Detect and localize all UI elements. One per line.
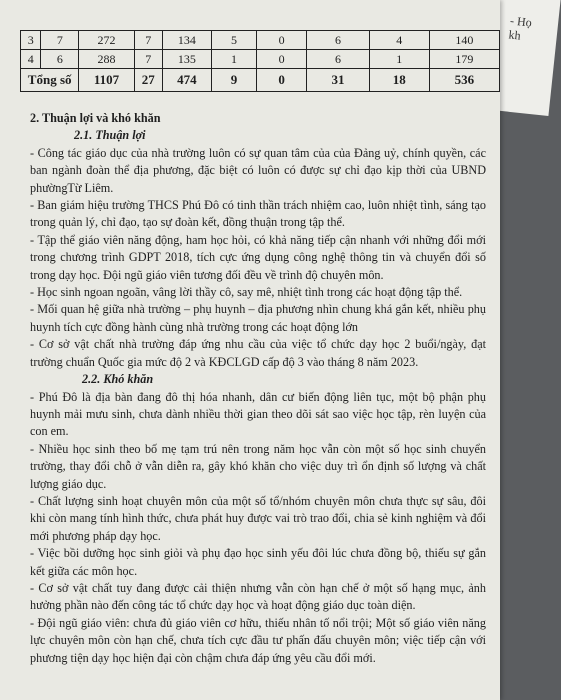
table-cell: 6 (307, 31, 369, 50)
table-cell: 134 (162, 31, 211, 50)
paragraph: - Đội ngũ giáo viên: chưa đủ giáo viên cơ hữu, thiếu nhân tố nổi trội; Một số giáo viên năng lực chuyên môn còn hạn chế, chưa tích cực đầu tư phấn đấu chuyên môn; việc tiếp cận với phương tiện dạy học hiện đại còn chậm chưa đáp ứng yêu cầu đổi mới. (30, 615, 486, 665)
table-cell: 4 (369, 31, 429, 50)
table-cell: 7 (134, 50, 162, 69)
table-cell: 0 (256, 50, 306, 69)
table-cell: 5 (212, 31, 257, 50)
table-cell: 536 (429, 69, 499, 92)
table-cell: 140 (429, 31, 499, 50)
table-row (21, 50, 500, 69)
paragraph: - Cơ sở vật chất tuy đang được cải thiện nhưng vẫn còn hạn chế ở một số hạng mục, ảnh hưởng phần nào đến công tác tổ chức dạy học và hoạt động giáo dục toàn diện. (30, 580, 486, 613)
background-sheet-text: - Họ kh (507, 13, 533, 43)
table-total-row (21, 69, 500, 92)
paragraph: - Ban giám hiệu trường THCS Phú Đô có tinh thần trách nhiệm cao, luôn nhiệt tình, sáng tạo trong quản lý, chỉ đạo, tạo sự đoàn kết, đồng thuận trong tập thể. (30, 198, 486, 230)
table-cell: 1107 (79, 69, 134, 92)
total-label: Tổng số (21, 69, 79, 92)
table-cell: 0 (256, 69, 306, 92)
section-heading: 2. Thuận lợi và khó khăn (30, 111, 161, 125)
paragraph: - Nhiều học sinh theo bố mẹ tạm trú nên trong năm học vẫn còn một số học sinh chuyển trường, thay đổi chỗ ở vẫn diễn ra, gây khó khăn cho việc duy trì ổn định số lượng và chất lượng giáo dục. (30, 441, 486, 491)
table-cell: 272 (79, 31, 134, 50)
table-cell: 6 (41, 50, 79, 69)
table-cell: 179 (429, 50, 499, 69)
paragraph: - Phú Đô là địa bàn đang đô thị hóa nhanh, dân cư biến động liên tục, một bộ phận phụ huynh mải mưu sinh, chưa dành nhiều thời gian theo dõi sát sao việc học tập, rèn luyện của con em. (30, 389, 486, 439)
table-row (21, 31, 500, 50)
table-cell: 7 (134, 31, 162, 50)
table-cell: 4 (21, 50, 41, 69)
paragraph: - Việc bồi dưỡng học sinh giỏi và phụ đạo học sinh yếu đôi lúc chưa đồng bộ, thiếu sự gắn kết giữa các môn học. (30, 546, 486, 578)
table-cell: 9 (212, 69, 257, 92)
table-cell: 27 (134, 69, 162, 92)
statistics-table (20, 30, 500, 92)
paragraph: - Học sinh ngoan ngoãn, vâng lời thầy cô, say mê, nhiệt tình trong các hoạt động tập thể. (30, 285, 463, 300)
table-cell: 31 (307, 69, 369, 92)
paragraph: - Chất lượng sinh hoạt chuyên môn của một số tổ/nhóm chuyên môn chưa thực sự sâu, đôi khi còn mang tính hình thức, chưa phát huy được vai trò trao đổi, chia sẻ kinh nghiệm và đổi mới phương pháp dạy học. (30, 493, 486, 543)
subsection-heading-advantages: 2.1. Thuận lợi (74, 128, 146, 143)
paragraph: - Mối quan hệ giữa nhà trường – phụ huynh – địa phương nhìn chung khá gắn kết, nhiều phụ huynh tích cực đồng hành cùng nhà trường trong các hoạt động lớn (30, 302, 486, 334)
table-cell: 6 (307, 50, 369, 69)
table-cell: 7 (41, 31, 79, 50)
document-body (30, 110, 486, 667)
table-cell: 18 (369, 69, 429, 92)
subsection-heading-difficulties: 2.2. Khó khăn (82, 372, 154, 387)
paragraph: - Công tác giáo dục của nhà trường luôn có sự quan tâm của của Đảng uỷ, chính quyền, các ban ngành đoàn thể địa phương, đặc biệt có luôn có được sự chỉ đạo kịp thời của UBND phườngTừ Liêm. (30, 145, 486, 195)
paragraph: - Tập thể giáo viên năng động, ham học hỏi, có khả năng tiếp cận nhanh với những đổi mới trong chương trình GDPT 2018, tích cực ứng dụng công nghệ thông tin và chuyển đổi số trong dạy học. Đội ngũ giáo viên tương đối đều về trình độ chuyên môn. (30, 232, 486, 282)
table-cell: 135 (162, 50, 211, 69)
table-cell: 1 (369, 50, 429, 69)
table-cell: 0 (256, 31, 306, 50)
table-cell: 3 (21, 31, 41, 50)
table-cell: 1 (212, 50, 257, 69)
table-cell: 288 (79, 50, 134, 69)
table-cell: 474 (162, 69, 211, 92)
paragraph: - Cơ sở vật chất nhà trường đáp ứng nhu cầu của việc tổ chức dạy học 2 buổi/ngày, đạt trường chuẩn Quốc gia mức độ 2 và KĐCLGD cấp độ 3 vào tháng 8 năm 2023. (30, 337, 486, 369)
